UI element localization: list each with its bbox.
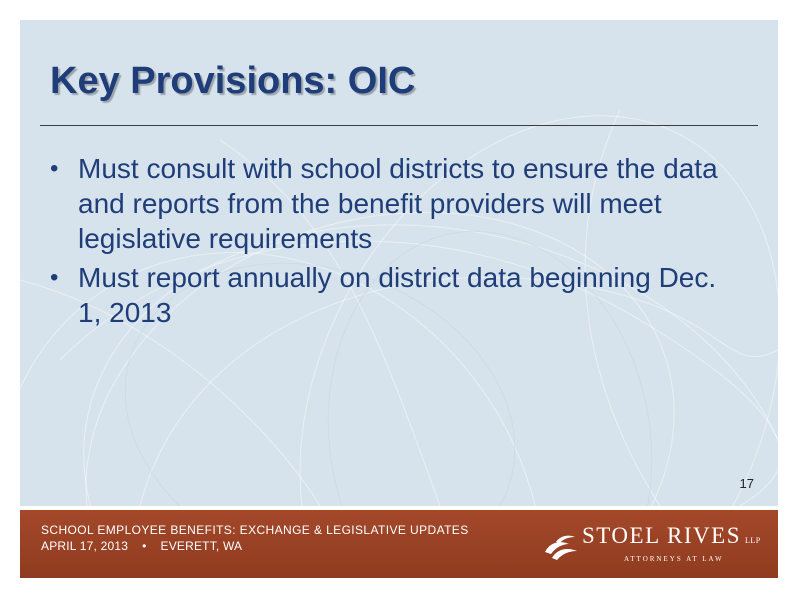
logo-swoosh-icon	[542, 528, 582, 562]
footer-date: APRIL 17, 2013	[41, 539, 129, 553]
bullet-list	[50, 151, 740, 334]
footer-band	[20, 510, 778, 578]
footer-presentation-title: SCHOOL EMPLOYEE BENEFITS: EXCHANGE & LEGISLATIVE UPDATES	[41, 523, 469, 537]
bullet-text: Must consult with school districts to ensure the data and reports from the benefit providers will meet legislative requirements	[78, 153, 718, 254]
bullet-item	[50, 260, 740, 330]
footer-date-location	[41, 539, 242, 553]
logo-firm-name: STOEL RIVES	[582, 523, 741, 548]
bullet-marker-icon: •	[50, 264, 59, 291]
footer-separator: •	[142, 539, 147, 553]
title-divider	[40, 125, 758, 126]
slide-canvas	[20, 20, 778, 506]
slide-title: Key Provisions: OIC	[50, 60, 416, 102]
page-number: 17	[739, 476, 754, 491]
logo-tagline: ATTORNEYS AT LAW	[624, 555, 724, 563]
footer-location: EVERETT, WA	[160, 539, 243, 553]
logo-suffix: LLP	[745, 536, 761, 545]
bullet-item	[50, 151, 740, 256]
bullet-text: Must report annually on district data beginning Dec. 1, 2013	[78, 262, 717, 328]
bullet-marker-icon: •	[50, 155, 59, 182]
stoel-rives-logo	[542, 518, 762, 572]
